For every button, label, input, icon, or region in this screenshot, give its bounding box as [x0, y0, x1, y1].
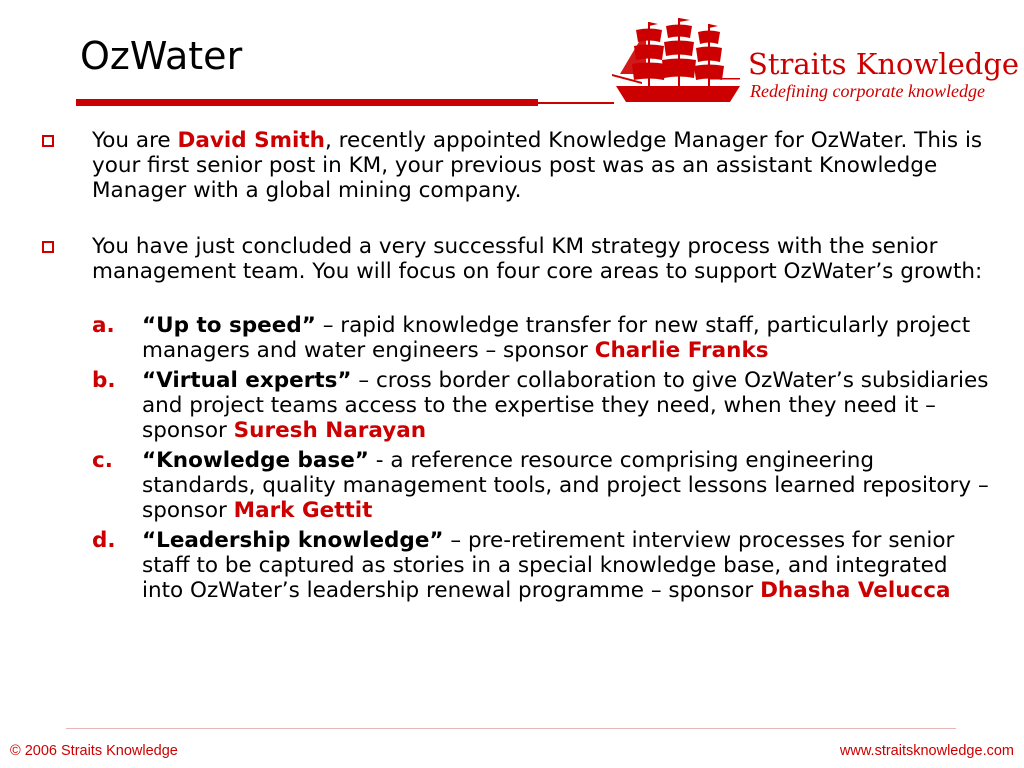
sponsor-name: Mark Gettit — [233, 498, 373, 523]
core-area-item — [40, 368, 990, 443]
sponsor-name: Dhasha Velucca — [760, 578, 951, 603]
core-areas-list — [40, 313, 990, 603]
logo-tagline: Redefining corporate knowledge — [750, 81, 985, 101]
bullet-item-intro — [40, 128, 990, 203]
square-bullet-icon — [42, 241, 54, 253]
core-area-description: - a reference resource comprising engineering standards, quality management tools, and project lessons learned repository – sponsor — [142, 448, 989, 523]
title-underline — [76, 99, 538, 106]
core-area-description: – pre-retirement interview processes for senior staff to be captured as stories in a special knowledge base, and integrated into OzWater’s leadership renewal programme – sponsor — [142, 528, 955, 603]
square-bullet-icon — [42, 135, 54, 147]
bullet-text-prefix: You are — [92, 128, 178, 153]
list-marker: d. — [92, 528, 116, 553]
core-area-term: “Up to speed” — [142, 313, 316, 338]
slide-body — [40, 128, 990, 608]
company-logo — [612, 16, 1020, 108]
core-area-item — [40, 313, 990, 363]
title-underline-extension — [538, 102, 614, 104]
slide-title: OzWater — [80, 34, 243, 78]
sponsor-name: Suresh Narayan — [233, 418, 427, 443]
sponsor-name: Charlie Franks — [594, 338, 769, 363]
core-area-description: – cross border collaboration to give OzWater’s subsidiaries and project teams access to the expertise they need, when they need it – sponsor — [142, 368, 989, 443]
core-area-item — [40, 528, 990, 603]
list-marker: c. — [92, 448, 113, 473]
core-area-term: “Leadership knowledge” — [142, 528, 444, 553]
footer-divider — [66, 728, 956, 729]
character-name: David Smith — [177, 128, 325, 153]
list-marker: a. — [92, 313, 115, 338]
bullet-text: You have just concluded a very successful KM strategy process with the senior management team. You will focus on four core areas to support OzWater’s growth: — [92, 234, 983, 284]
footer-copyright: © 2006 Straits Knowledge — [10, 743, 178, 759]
logo-company-name: Straits Knowledge — [748, 47, 1020, 81]
core-area-term: “Knowledge base” — [142, 448, 369, 473]
core-area-term: “Virtual experts” — [142, 368, 352, 393]
list-marker: b. — [92, 368, 116, 393]
sailing-ship-icon — [612, 16, 746, 108]
core-area-item — [40, 448, 990, 523]
core-area-description: – rapid knowledge transfer for new staff, particularly project managers and water engineers – sponsor — [142, 313, 971, 363]
footer-url: www.straitsknowledge.com — [839, 743, 1014, 759]
bullet-text-suffix: , recently appointed Knowledge Manager for OzWater. This is your first senior post in KM, your previous post was as an assistant Knowledge Manager with a global mining company. — [92, 128, 983, 203]
bullet-item-strategy — [40, 234, 990, 284]
